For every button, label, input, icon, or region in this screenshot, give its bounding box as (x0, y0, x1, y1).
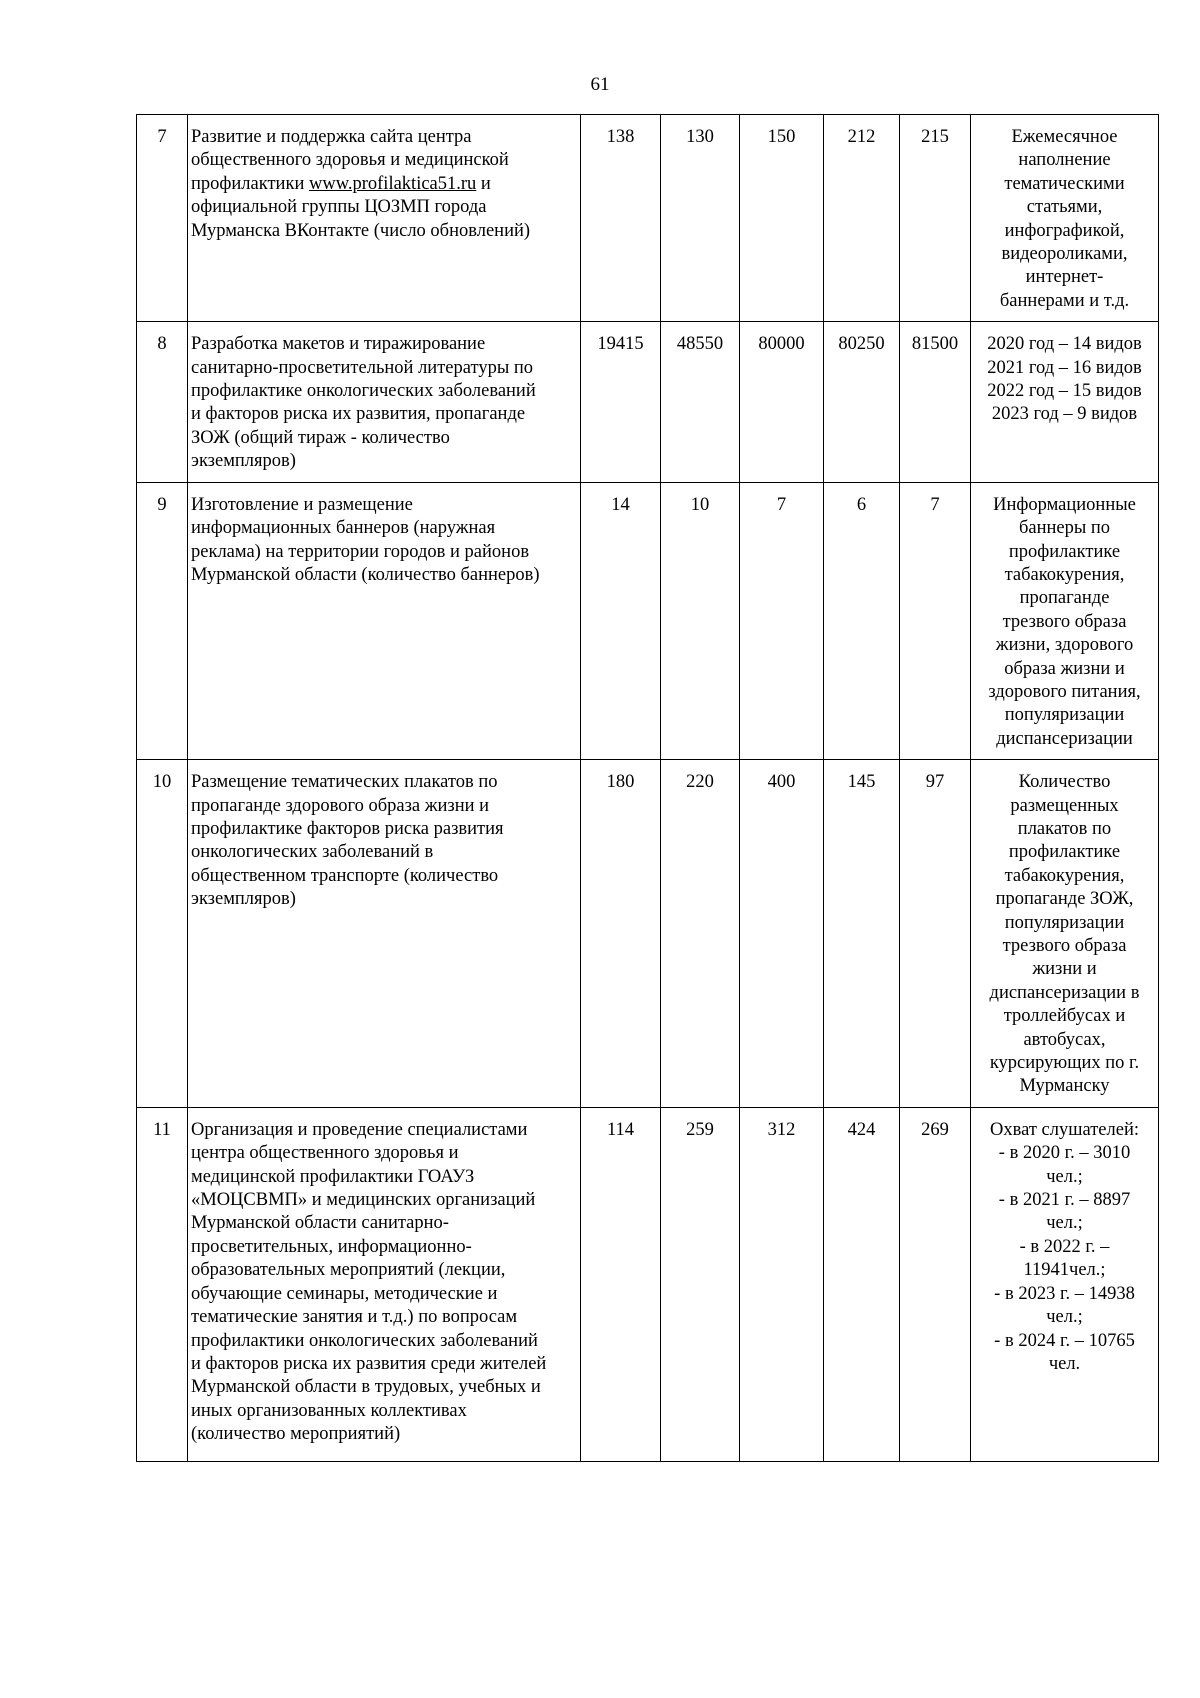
note-line: образа жизни и (1004, 658, 1125, 679)
value-2021: 259 (661, 1107, 740, 1461)
value-2024: 81500 (900, 322, 971, 482)
value-2024: 7 (900, 482, 971, 759)
value-2021: 10 (661, 482, 740, 759)
value-2022: 400 (740, 760, 824, 1108)
note-line: 11941чел.; (1023, 1260, 1106, 1281)
value-2020: 180 (581, 760, 661, 1108)
note-line: видеороликами, (1001, 244, 1128, 265)
table-row (137, 322, 1159, 482)
description-line: Развитие и поддержка сайта центра (191, 127, 472, 147)
description-line: профилактики онкологических заболеваний (191, 1330, 538, 1351)
value-2020: 19415 (581, 322, 661, 482)
row-note (971, 482, 1159, 759)
description-line: экземпляров) (191, 889, 296, 910)
value-2020: 14 (581, 482, 661, 759)
row-note (971, 322, 1159, 482)
value-2022: 7 (740, 482, 824, 759)
value-2022: 312 (740, 1107, 824, 1461)
note-line: диспансеризации в (989, 982, 1140, 1003)
note-line: Охват слушателей: (990, 1119, 1139, 1140)
note-line: - в 2021 г. – 8897 (998, 1190, 1131, 1211)
note-line: размещенных (1010, 795, 1119, 816)
row-number: 9 (137, 482, 188, 759)
note-line: популяризации (1004, 912, 1125, 933)
note-line: - в 2023 г. – 14938 (994, 1283, 1135, 1304)
note-line: чел. (1048, 1353, 1081, 1374)
value-2023: 6 (824, 482, 900, 759)
value-2024: 269 (900, 1107, 971, 1461)
note-line: плакатов по (1017, 818, 1112, 839)
description-line: и факторов риска их развития среди жителей (191, 1353, 547, 1374)
note-line: табакокурения, (1004, 865, 1125, 886)
row-number: 10 (137, 760, 188, 1108)
website-link[interactable]: www.profilaktica51.ru (308, 173, 477, 194)
description-line-end: и (476, 173, 491, 194)
note-line: трезвого образа (1002, 936, 1127, 956)
value-2021: 130 (661, 115, 740, 322)
description-line-start: профилактики (191, 173, 309, 194)
note-line: чел.; (1046, 1307, 1083, 1328)
value-2021: 220 (661, 760, 740, 1108)
note-line: баннерами и т.д. (999, 290, 1130, 311)
note-line: - в 2020 г. – 3010 (998, 1143, 1131, 1164)
note-line: - в 2024 г. – 10765 (994, 1330, 1135, 1351)
note-line: пропаганде (1019, 588, 1110, 609)
value-2021: 48550 (661, 322, 740, 482)
note-line: инфографикой, (1004, 220, 1125, 241)
value-2022: 150 (740, 115, 824, 322)
note-line: баннеры по (1018, 518, 1111, 539)
table-row (137, 1107, 1159, 1461)
description-line: Мурманской области санитарно- (191, 1213, 449, 1234)
description-line: профилактике факторов риска развития (191, 818, 504, 839)
description-line: и факторов риска их развития, пропаганде (191, 404, 526, 425)
page-number: 61 (590, 74, 610, 95)
row-note (971, 115, 1159, 322)
row-description (188, 760, 581, 1108)
note-line: интернет- (1025, 267, 1104, 288)
row-description (188, 482, 581, 759)
description-line: онкологических заболеваний в (191, 842, 434, 863)
note-line: статьями, (1026, 197, 1103, 218)
note-line: Мурманску (1019, 1076, 1110, 1097)
description-line: Размещение тематических плакатов по (191, 772, 498, 793)
row-description (188, 115, 581, 322)
description-line (191, 173, 577, 196)
note-line: 2022 год – 15 видов (987, 381, 1142, 402)
description-line: информационных баннеров (наружная (191, 518, 496, 539)
value-2024: 215 (900, 115, 971, 322)
note-line: 2020 год – 14 видов (987, 334, 1142, 355)
note-line: троллейбусах и (1003, 1006, 1126, 1027)
note-line: трезвого образа (1002, 611, 1127, 632)
row-description (188, 1107, 581, 1461)
description-line: Мурманска ВКонтакте (число обновлений) (191, 220, 531, 241)
note-line: - в 2022 г. – (1019, 1236, 1110, 1257)
description-line: санитарно-просветительной литературы по (191, 357, 534, 378)
note-line: профилактике (1008, 842, 1121, 863)
description-line: реклама) на территории городов и районов (191, 541, 530, 562)
table-row (137, 760, 1159, 1108)
value-2020: 114 (581, 1107, 661, 1461)
row-description (188, 322, 581, 482)
description-line: Мурманской области (количество баннеров) (191, 564, 540, 585)
description-line: Разработка макетов и тиражирование (191, 334, 486, 355)
row-number: 11 (137, 1107, 188, 1461)
table-row (137, 482, 1159, 759)
note-line: 2023 год – 9 видов (991, 404, 1138, 425)
note-line: профилактике (1008, 541, 1121, 562)
description-line: «МОЦСВМП» и медицинских организаций (191, 1190, 536, 1211)
note-line: здорового питания, (988, 681, 1141, 702)
value-2024: 97 (900, 760, 971, 1108)
value-2023: 80250 (824, 322, 900, 482)
description-line: Изготовление и размещение (191, 494, 413, 515)
value-2022: 80000 (740, 322, 824, 482)
description-line: официальной группы ЦОЗМП города (191, 197, 487, 218)
note-line: наполнение (1018, 150, 1111, 171)
note-line: Количество (1018, 772, 1111, 793)
description-line: медицинской профилактики ГОАУЗ (191, 1166, 475, 1187)
description-line: пропаганде здорового образа жизни и (191, 795, 490, 816)
note-line: пропаганде ЗОЖ, (995, 889, 1134, 910)
note-line: Ежемесячное (1011, 127, 1118, 147)
description-line: центра общественного здоровья и (191, 1143, 459, 1164)
note-line: курсирующих по г. (989, 1053, 1140, 1074)
value-2023: 424 (824, 1107, 900, 1461)
note-line: 2021 год – 16 видов (987, 357, 1142, 378)
note-line: диспансеризации (996, 728, 1133, 749)
note-line: жизни, здорового (995, 635, 1134, 656)
description-line: общественном транспорте (количество (191, 865, 499, 886)
note-line: чел.; (1046, 1166, 1083, 1187)
description-line: (количество мероприятий) (191, 1424, 401, 1445)
table-row (137, 115, 1159, 322)
description-line: образовательных мероприятий (лекции, (191, 1260, 506, 1281)
value-2020: 138 (581, 115, 661, 322)
description-line: экземпляров) (191, 451, 296, 472)
note-line: жизни и (1032, 959, 1097, 980)
value-2023: 145 (824, 760, 900, 1108)
description-line: профилактике онкологических заболеваний (191, 381, 536, 402)
note-line: чел.; (1046, 1213, 1083, 1234)
description-line: иных организованных коллективах (191, 1400, 467, 1421)
description-line: общественного здоровья и медицинской (191, 150, 509, 171)
note-line: Информационные (993, 494, 1136, 515)
note-line: автобусах, (1023, 1029, 1106, 1050)
row-number: 7 (137, 115, 188, 322)
activities-table (136, 114, 1159, 1462)
row-number: 8 (137, 322, 188, 482)
row-note (971, 760, 1159, 1108)
description-line: Организация и проведение специалистами (191, 1119, 528, 1140)
description-line: просветительных, информационно- (191, 1236, 472, 1257)
description-line: ЗОЖ (общий тираж - количество (191, 427, 450, 448)
note-line: табакокурения, (1004, 564, 1125, 585)
row-note (971, 1107, 1159, 1461)
description-line: Мурманской области в трудовых, учебных и (191, 1377, 541, 1398)
description-line: обучающие семинары, методические и (191, 1283, 498, 1304)
note-line: тематическими (1004, 173, 1125, 194)
note-line: популяризации (1004, 705, 1125, 726)
value-2023: 212 (824, 115, 900, 322)
description-line: тематические занятия и т.д.) по вопросам (191, 1307, 518, 1328)
